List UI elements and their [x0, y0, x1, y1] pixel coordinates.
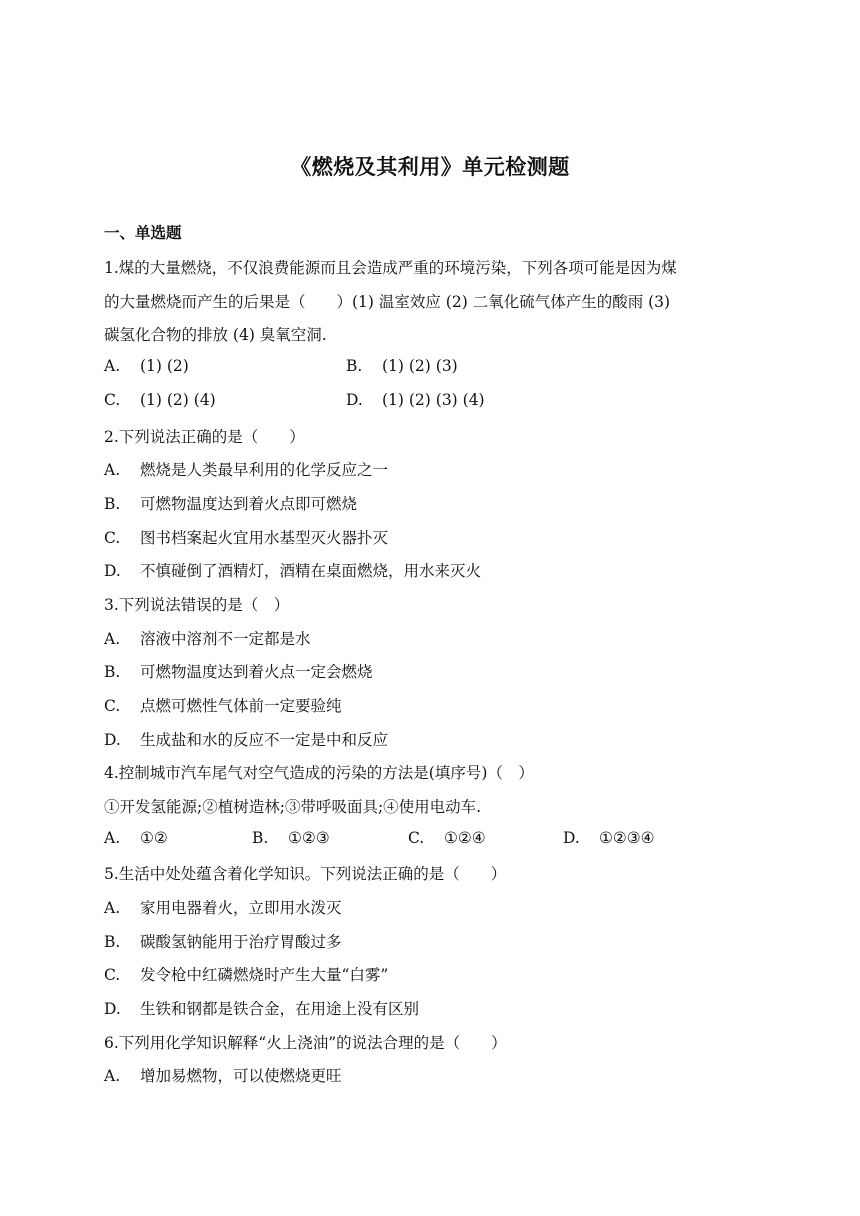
- option-label: A.: [104, 630, 121, 648]
- option-text: 溶液中溶剂不一定都是水: [140, 630, 311, 648]
- q2-option-a: [104, 458, 388, 480]
- question-1-line-3: 碳氢化合物的排放 (4) 臭氧空洞.: [104, 326, 327, 344]
- option-label: C.: [104, 529, 121, 547]
- option-label: A.: [104, 1067, 121, 1085]
- option-text: 可燃物温度达到着火点即可燃烧: [140, 495, 358, 513]
- q3-option-d: [104, 728, 388, 750]
- option-label: B.: [252, 829, 269, 847]
- option-text: 可燃物温度达到着火点一定会燃烧: [140, 663, 373, 681]
- q6-option-a: [104, 1064, 342, 1086]
- option-label: D.: [104, 1000, 121, 1018]
- option-text: 燃烧是人类最早利用的化学反应之一: [140, 461, 389, 479]
- option-label: D.: [346, 391, 363, 409]
- option-label: A.: [104, 899, 121, 917]
- question-3-stem: 3.下列说法错误的是（ ）: [104, 596, 290, 614]
- option-text: ①②③: [288, 829, 330, 847]
- option-label: B.: [104, 933, 121, 951]
- q5-option-b: [104, 930, 342, 952]
- q2-option-b: [104, 492, 357, 514]
- document-title: 《燃烧及其利用》单元检测题: [290, 155, 570, 179]
- q1-option-a: [104, 357, 189, 375]
- option-text: 发令枪中红磷燃烧时产生大量“白雾”: [140, 966, 389, 984]
- q1-option-c: [104, 391, 216, 409]
- q1-option-d: [346, 391, 485, 409]
- question-4-stem: 4.控制城市汽车尾气对空气造成的污染的方法是(填序号)（ ）: [104, 764, 534, 782]
- q5-option-d: [104, 997, 419, 1019]
- option-text: ①②: [140, 829, 168, 847]
- question-4-sub: ①开发氢能源;②植树造林;③带呼吸面具;④使用电动车.: [104, 798, 482, 816]
- q5-option-c: [104, 963, 388, 985]
- question-2-stem: 2.下列说法正确的是（ ）: [104, 428, 305, 446]
- q3-option-c: [104, 694, 342, 716]
- option-text: (1) (2) (4): [140, 391, 216, 409]
- option-label: C.: [104, 391, 121, 409]
- option-label: A.: [104, 829, 121, 847]
- option-text: (1) (2): [140, 357, 189, 375]
- q2-option-d: [104, 559, 481, 581]
- option-text: (1) (2) (3) (4): [382, 391, 485, 409]
- q3-option-b: [104, 660, 373, 682]
- question-5-stem: 5.生活中处处蕴含着化学知识。下列说法正确的是（ ）: [104, 865, 507, 883]
- option-label: D.: [104, 731, 121, 749]
- option-label: C.: [104, 697, 121, 715]
- q3-option-a: [104, 627, 311, 649]
- q5-option-a: [104, 896, 342, 918]
- option-label: D.: [104, 562, 121, 580]
- option-text: 生成盐和水的反应不一定是中和反应: [140, 731, 389, 749]
- option-text: 点燃可燃性气体前一定要验纯: [140, 697, 342, 715]
- option-text: ①②③④: [599, 829, 655, 847]
- option-label: A.: [104, 461, 121, 479]
- option-text: 图书档案起火宜用水基型灭火器扑灭: [140, 529, 389, 547]
- option-label: D.: [563, 829, 580, 847]
- option-text: 增加易燃物，可以使燃烧更旺: [140, 1067, 342, 1085]
- option-text: 碳酸氢钠能用于治疗胃酸过多: [140, 933, 342, 951]
- question-6-stem: 6.下列用化学知识解释“火上浇油”的说法合理的是（ ）: [104, 1034, 507, 1052]
- section-heading: 一、单选题: [104, 224, 182, 242]
- option-text: 生铁和钢都是铁合金，在用途上没有区别: [140, 1000, 420, 1018]
- option-label: C.: [104, 966, 121, 984]
- option-label: B.: [104, 663, 121, 681]
- option-text: ①②④: [444, 829, 486, 847]
- q1-option-b: [346, 357, 458, 375]
- q4-option-c: [408, 829, 486, 847]
- option-text: 不慎碰倒了酒精灯，酒精在桌面燃烧，用水来灭火: [140, 562, 482, 580]
- option-text: 家用电器着火，立即用水泼灭: [140, 899, 342, 917]
- question-1-line-2: 的大量燃烧而产生的后果是（ ）(1) 温室效应 (2) 二氧化硫气体产生的酸雨 (3): [104, 293, 671, 311]
- option-label: C.: [408, 829, 425, 847]
- q2-option-c: [104, 526, 388, 548]
- option-label: B.: [346, 357, 363, 375]
- option-label: B.: [104, 495, 121, 513]
- option-label: A.: [104, 357, 121, 375]
- q4-option-b: [252, 829, 330, 847]
- q4-option-a: [104, 829, 168, 847]
- q4-option-d: [563, 829, 655, 847]
- question-1-line-1: 1.煤的大量燃烧，不仅浪费能源而且会造成严重的环境污染，下列各项可能是因为煤: [104, 259, 677, 277]
- option-text: (1) (2) (3): [382, 357, 458, 375]
